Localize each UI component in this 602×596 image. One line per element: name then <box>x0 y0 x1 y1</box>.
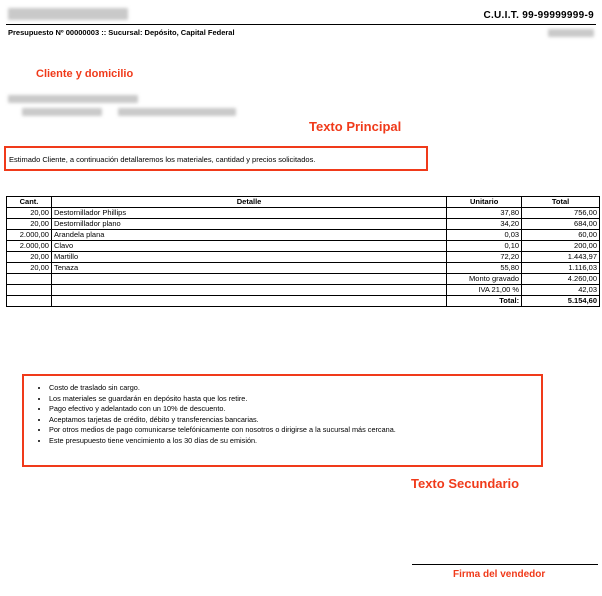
cell-total: 1.443,97 <box>522 252 600 263</box>
list-item: • Por otros medios de pago comunicarse telefónicamente con nosotros o dirigirse a la sucursal más cercana. <box>49 425 396 436</box>
cell-qty: 20,00 <box>7 252 52 263</box>
table-row <box>7 252 600 263</box>
main-text-annotation-label: Texto Principal <box>309 119 402 134</box>
cell-detail: Clavo <box>51 241 446 252</box>
summary-label: IVA 21,00 % <box>447 285 522 296</box>
items-table <box>6 196 600 307</box>
cuit-number: C.U.I.T. 99-99999999-9 <box>483 10 594 21</box>
secondary-text-annotation-label: Texto Secundario <box>411 476 520 491</box>
signature-annotation-label: Firma del vendedor <box>453 569 546 580</box>
cell-qty: 20,00 <box>7 208 52 219</box>
cell-detail: Destornillador plano <box>51 219 446 230</box>
list-item: • Aceptamos tarjetas de crédito, débito y transferencias bancarias. <box>49 415 396 426</box>
list-item: • Costo de traslado sin cargo. <box>49 383 396 394</box>
date-redacted <box>548 29 594 37</box>
budget-subtitle: Presupuesto Nº 00000003 :: Sucursal: Depósito, Capital Federal <box>8 28 235 37</box>
table-row <box>7 230 600 241</box>
company-logo-redacted <box>8 8 128 20</box>
col-header-qty: Cant. <box>7 197 52 208</box>
client-name-redacted <box>8 95 138 103</box>
main-text: Estimado Cliente, a continuación detallaremos los materiales, cantidad y precios solicitados. <box>9 155 316 164</box>
summary-label: Total: <box>447 296 522 307</box>
summary-label: Monto gravado <box>447 274 522 285</box>
cell-total: 684,00 <box>522 219 600 230</box>
cell-detail: Martillo <box>51 252 446 263</box>
notes-list <box>36 383 396 446</box>
client-address-redacted-2 <box>118 108 236 116</box>
cell-unit: 72,20 <box>447 252 522 263</box>
list-item: • Los materiales se guardarán en depósito hasta que los retire. <box>49 394 396 405</box>
client-annotation-label: Cliente y domicilio <box>36 68 134 80</box>
cell-qty: 2.000,00 <box>7 230 52 241</box>
summary-row-vat <box>7 285 600 296</box>
summary-value: 42,03 <box>522 285 600 296</box>
col-header-detail: Detalle <box>51 197 446 208</box>
cell-qty: 20,00 <box>7 263 52 274</box>
cell-unit: 55,80 <box>447 263 522 274</box>
table-row <box>7 208 600 219</box>
cell-unit: 0,10 <box>447 241 522 252</box>
client-address-redacted <box>22 108 102 116</box>
summary-row-taxable <box>7 274 600 285</box>
table-row <box>7 263 600 274</box>
cell-total: 60,00 <box>522 230 600 241</box>
cell-qty: 20,00 <box>7 219 52 230</box>
cell-detail: Arandela plana <box>51 230 446 241</box>
col-header-unit: Unitario <box>447 197 522 208</box>
cell-qty: 2.000,00 <box>7 241 52 252</box>
cell-detail: Tenaza <box>51 263 446 274</box>
cell-total: 756,00 <box>522 208 600 219</box>
list-item: • Pago efectivo y adelantado con un 10% de descuento. <box>49 404 396 415</box>
cell-unit: 0,03 <box>447 230 522 241</box>
cell-total: 200,00 <box>522 241 600 252</box>
header-divider <box>6 24 596 25</box>
summary-value: 5.154,60 <box>522 296 600 307</box>
table-row <box>7 219 600 230</box>
table-header-row <box>7 197 600 208</box>
summary-row-total <box>7 296 600 307</box>
cell-unit: 37,80 <box>447 208 522 219</box>
cell-total: 1.116,03 <box>522 263 600 274</box>
summary-value: 4.260,00 <box>522 274 600 285</box>
cell-unit: 34,20 <box>447 219 522 230</box>
list-item: • Este presupuesto tiene vencimiento a los 30 días de su emisión. <box>49 436 396 447</box>
col-header-total: Total <box>522 197 600 208</box>
cell-detail: Destornillador Phillips <box>51 208 446 219</box>
table-row <box>7 241 600 252</box>
signature-line <box>412 564 598 565</box>
